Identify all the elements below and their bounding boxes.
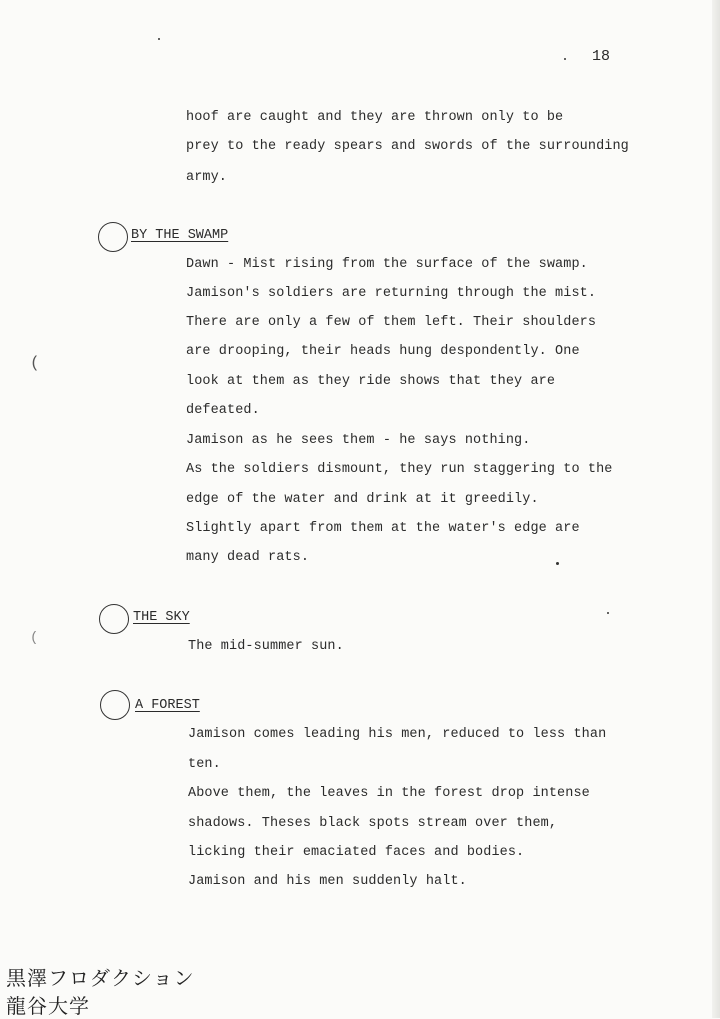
scene-circle-mark xyxy=(98,222,128,252)
archive-stamp-line2: 龍谷大学 xyxy=(6,994,90,1018)
scene-heading: A FOREST xyxy=(135,698,200,713)
body-line: There are only a few of them left. Their shoulders xyxy=(186,315,597,330)
scene-circle-mark xyxy=(99,604,129,634)
body-line: edge of the water and drink at it greedily. xyxy=(186,492,539,507)
body-line: prey to the ready spears and swords of the surrounding xyxy=(186,139,629,154)
ink-speck xyxy=(607,612,609,614)
body-line: As the soldiers dismount, they run staggering to the xyxy=(186,462,613,477)
body-line: Dawn - Mist rising from the surface of the swamp. xyxy=(186,257,588,272)
body-line: Jamison comes leading his men, reduced to less than xyxy=(188,727,607,742)
body-line: shadows. Theses black spots stream over them, xyxy=(188,816,558,831)
page-number: 18 xyxy=(592,48,611,65)
body-line: Slightly apart from them at the water's edge are xyxy=(186,521,580,536)
body-line: army. xyxy=(186,170,228,185)
scene-circle-mark xyxy=(100,690,130,720)
body-line: look at them as they ride shows that they are xyxy=(186,374,556,389)
body-line: many dead rats. xyxy=(186,550,310,565)
ink-speck xyxy=(556,562,559,565)
body-line: Jamison and his men suddenly halt. xyxy=(188,874,467,889)
archive-stamp-line1: 黒澤フロダクション xyxy=(6,966,195,990)
ink-speck xyxy=(158,38,160,40)
body-line: defeated. xyxy=(186,403,260,418)
body-line: Above them, the leaves in the forest drop intense xyxy=(188,786,590,801)
ink-speck xyxy=(564,58,566,60)
binding-hole-mark: ( xyxy=(30,630,39,646)
body-line: Jamison's soldiers are returning through the mist. xyxy=(186,286,597,301)
body-line: The mid-summer sun. xyxy=(188,639,344,654)
body-line: ten. xyxy=(188,757,221,772)
scene-heading: BY THE SWAMP xyxy=(131,228,229,243)
body-line: hoof are caught and they are thrown only to be xyxy=(186,110,564,125)
binding-hole-mark: ( xyxy=(30,354,40,372)
body-line: licking their emaciated faces and bodies. xyxy=(188,845,525,860)
scene-heading: THE SKY xyxy=(133,610,190,625)
body-line: are drooping, their heads hung despondently. One xyxy=(186,344,580,359)
body-line: Jamison as he sees them - he says nothing. xyxy=(186,433,531,448)
page-edge-shadow xyxy=(712,0,720,1018)
